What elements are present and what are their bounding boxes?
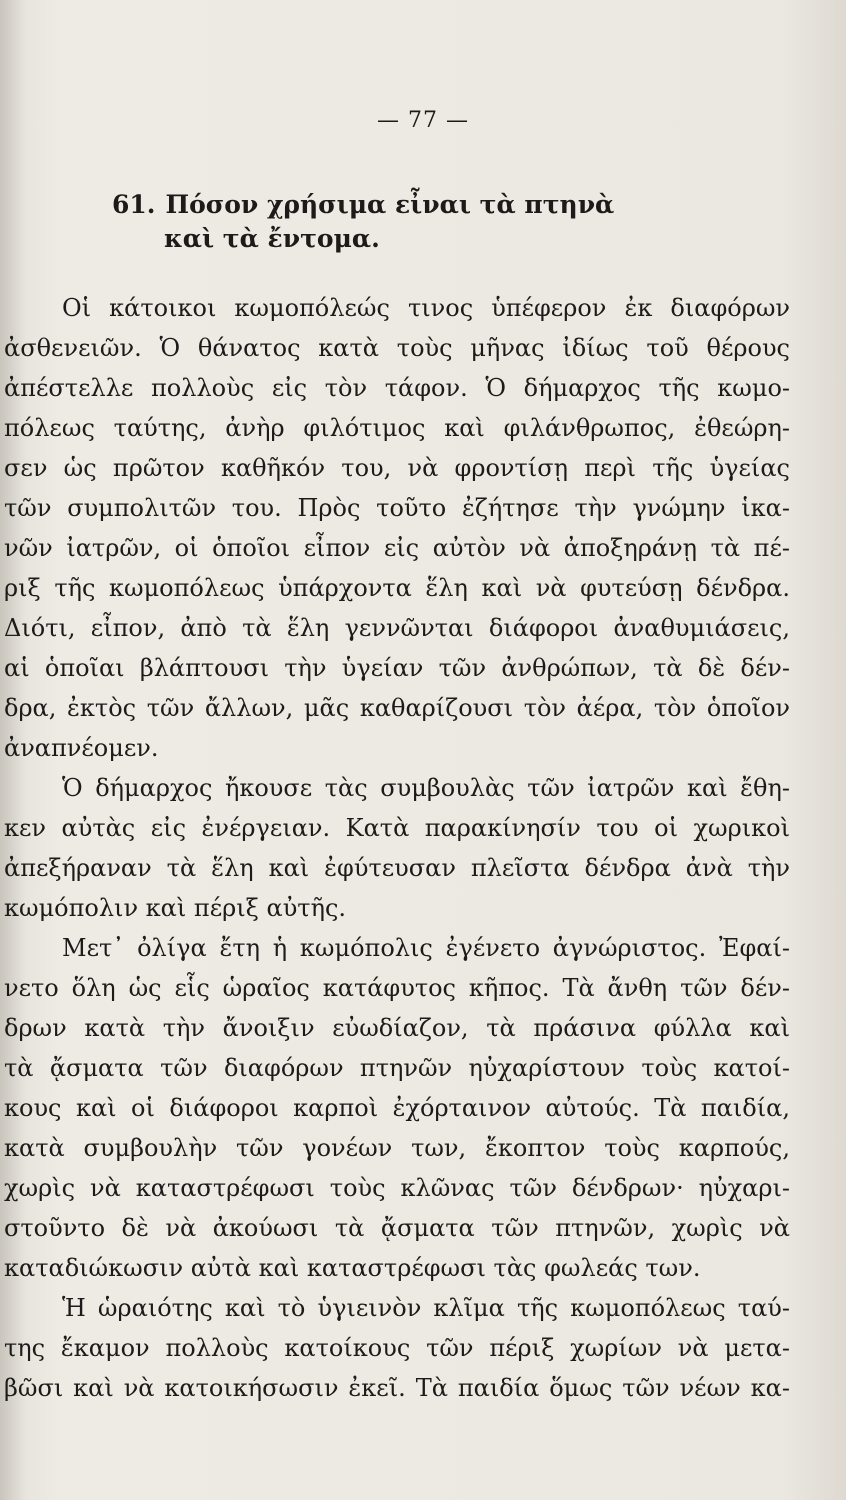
page-number: — 77 — xyxy=(377,108,469,133)
text-line: καταδιώκωσιν αὐτὰ καὶ καταστρέφωσι τὰς φωλεάς των. xyxy=(4,1254,701,1282)
section-number: 61. xyxy=(112,190,156,219)
text-line: Ἡ ὡραιότης καὶ τὸ ὑγιεινὸν κλῖμα τῆς κωμοπόλεως ταύ- xyxy=(62,1294,790,1322)
text-line: τὰ ᾄσματα τῶν διαφόρων πτηνῶν ηὐχαρίστουν τοὺς κατοί- xyxy=(4,1054,790,1082)
text-line: νετο ὅλη ὡς εἷς ὡραῖος κατάφυτος κῆπος. Τὰ ἄνθη τῶν δέν- xyxy=(4,974,790,1002)
text-line: Οἱ κάτοικοι κωμοπόλεώς τινος ὑπέφερον ἐκ διαφόρων xyxy=(62,294,790,322)
text-line: στοῦντο δὲ νὰ ἀκούωσι τὰ ᾄσματα τῶν πτηνῶν, χωρὶς νὰ xyxy=(4,1214,790,1242)
text-line: σεν ὡς πρῶτον καθῆκόν του, νὰ φροντίσῃ περὶ τῆς ὑγείας xyxy=(4,454,790,482)
text-line: πόλεως ταύτης, ἀνὴρ φιλότιμος καὶ φιλάνθρωπος, ἐθεώρη- xyxy=(4,414,790,442)
text-line: της ἔκαμον πολλοὺς κατοίκους τῶν πέριξ χωρίων νὰ μετα- xyxy=(4,1334,790,1362)
text-line: κατὰ συμβουλὴν τῶν γονέων των, ἔκοπτον τοὺς καρπούς, xyxy=(4,1134,790,1162)
text-line: δρων κατὰ τὴν ἄνοιξιν εὐωδίαζον, τὰ πράσινα φύλλα καὶ xyxy=(4,1014,790,1042)
text-line: δρα, ἐκτὸς τῶν ἄλλων, μᾶς καθαρίζουσι τὸν ἀέρα, τὸν ὁποῖον xyxy=(4,694,790,722)
section-heading xyxy=(112,188,752,256)
text-line: ριξ τῆς κωμοπόλεως ὑπάρχοντα ἕλη καὶ νὰ φυτεύσῃ δένδρα. xyxy=(4,574,790,602)
text-line: ἀσθενειῶν. Ὁ θάνατος κατὰ τοὺς μῆνας ἰδίως τοῦ θέρους xyxy=(4,334,790,362)
text-line: κωμόπολιν καὶ πέριξ αὐτῆς. xyxy=(4,894,347,922)
text-line: αἱ ὁποῖαι βλάπτουσι τὴν ὑγείαν τῶν ἀνθρώπων, τὰ δὲ δέν- xyxy=(4,654,790,682)
text-line: Μετ᾽ ὀλίγα ἔτη ἡ κωμόπολις ἐγένετο ἀγνώριστος. Ἐφαί- xyxy=(62,934,790,962)
text-line: νῶν ἰατρῶν, οἱ ὁποῖοι εἶπον εἰς αὐτὸν νὰ ἀποξηράνῃ τὰ πέ- xyxy=(4,534,790,562)
text-line: κεν αὐτὰς εἰς ἐνέργειαν. Κατὰ παρακίνησίν του οἱ χωρικοὶ xyxy=(4,814,790,842)
text-line: Διότι, εἶπον, ἀπὸ τὰ ἕλη γεννῶνται διάφοροι ἀναθυμιάσεις, xyxy=(4,614,790,642)
text-line: τῶν συμπολιτῶν του. Πρὸς τοῦτο ἐζήτησε τὴν γνώμην ἱκα- xyxy=(4,494,790,522)
section-title-line-2: καὶ τὰ ἔντομα. xyxy=(164,224,380,253)
text-line: βῶσι καὶ νὰ κατοικήσωσιν ἐκεῖ. Τὰ παιδία ὅμως τῶν νέων κα- xyxy=(4,1374,790,1402)
text-line: χωρὶς νὰ καταστρέφωσι τοὺς κλῶνας τῶν δένδρων· ηὐχαρι- xyxy=(4,1174,790,1202)
text-line: ἀπέστελλε πολλοὺς εἰς τὸν τάφον. Ὁ δήμαρχος τῆς κωμο- xyxy=(4,374,790,402)
text-line: ἀπεξήραναν τὰ ἕλη καὶ ἐφύτευσαν πλεῖστα δένδρα ἀνὰ τὴν xyxy=(4,854,790,882)
section-title-line-1: Πόσον χρήσιμα εἶναι τὰ πτηνὰ xyxy=(165,190,615,219)
text-line: κους καὶ οἱ διάφοροι καρποὶ ἐχόρταινον αὐτούς. Τὰ παιδία, xyxy=(4,1094,790,1122)
text-line: ἀναπνέομεν. xyxy=(4,734,159,762)
text-line: Ὁ δήμαρχος ἤκουσε τὰς συμβουλὰς τῶν ἰατρῶν καὶ ἔθη- xyxy=(62,774,790,802)
